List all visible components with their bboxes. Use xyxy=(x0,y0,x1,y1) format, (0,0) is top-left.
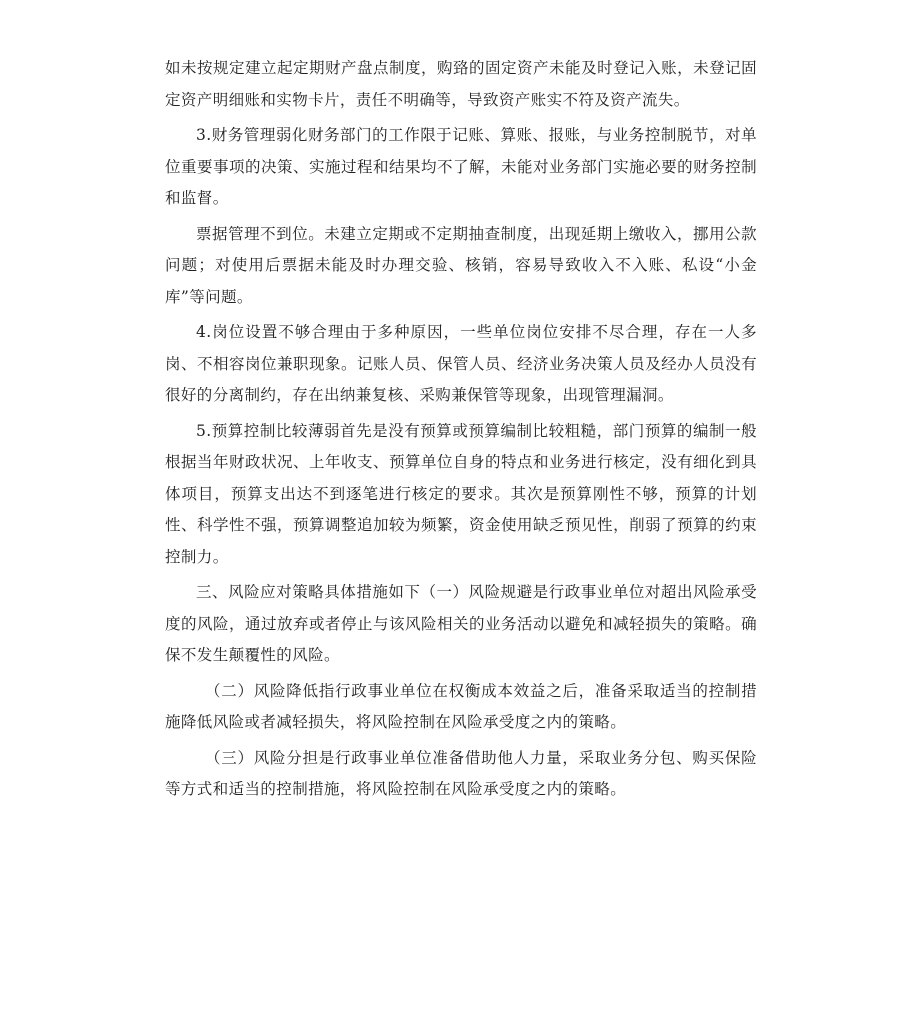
paragraph-asset-management-continued: 如未按规定建立起定期财产盘点制度，购臵的固定资产未能及时登记入账，未登记固定资产明细账和实物卡片，责任不明确等，导致资产账实不符及资产流失。 xyxy=(165,59,757,109)
paragraph-post-setting: 4.岗位设置不够合理由于多种原因，一些单位岗位安排不尽合理，存在一人多岗、不相容岗位兼职现象。记账人员、保管人员、经济业务决策人员及经办人员没有很好的分离制约，存在出纳兼复核、采购兼保管等现象，出现管理漏洞。 xyxy=(165,323,757,404)
paragraph-bill-management: 票据管理不到位。未建立定期或不定期抽查制度，出现延期上缴收入，挪用公款问题；对使用后票据未能及时办理交验、核销，容易导致收入不入账、私设“小金库”等问题。 xyxy=(165,224,757,306)
document-body xyxy=(165,53,757,810)
paragraph-risk-sharing: （三）风险分担是行政事业单位准备借助他人力量，采取业务分包、购买保险等方式和适当的控制措施，将风险控制在风险承受度之内的策略。 xyxy=(165,748,757,798)
paragraph-budget-control: 5.预算控制比较薄弱首先是没有预算或预算编制比较粗糙，部门预算的编制一般根据当年财政状况、上年收支、预算单位自身的特点和业务进行核定，没有细化到具体项目，预算支出达不到逐笔进行核定的要求。其次是预算刚性不够，预算的计划性、科学性不强，预算调整追加较为频繁，资金使用缺乏预见性，削弱了预算的约束控制力。 xyxy=(165,421,757,566)
paragraph-risk-reduction: （二）风险降低指行政事业单位在权衡成本效益之后，准备采取适当的控制措施降低风险或者减轻损失，将风险控制在风险承受度之内的策略。 xyxy=(165,681,757,731)
paragraph-risk-avoidance: 三、风险应对策略具体措施如下（一）风险规避是行政事业单位对超出风险承受度的风险，通过放弃或者停止与该风险相关的业务活动以避免和减轻损失的策略。确保不发生颠覆性的风险。 xyxy=(165,583,757,664)
paragraph-finance-management: 3.财务管理弱化财务部门的工作限于记账、算账、报账，与业务控制脱节，对单位重要事项的决策、实施过程和结果均不了解，未能对业务部门实施必要的财务控制和监督。 xyxy=(165,126,757,207)
